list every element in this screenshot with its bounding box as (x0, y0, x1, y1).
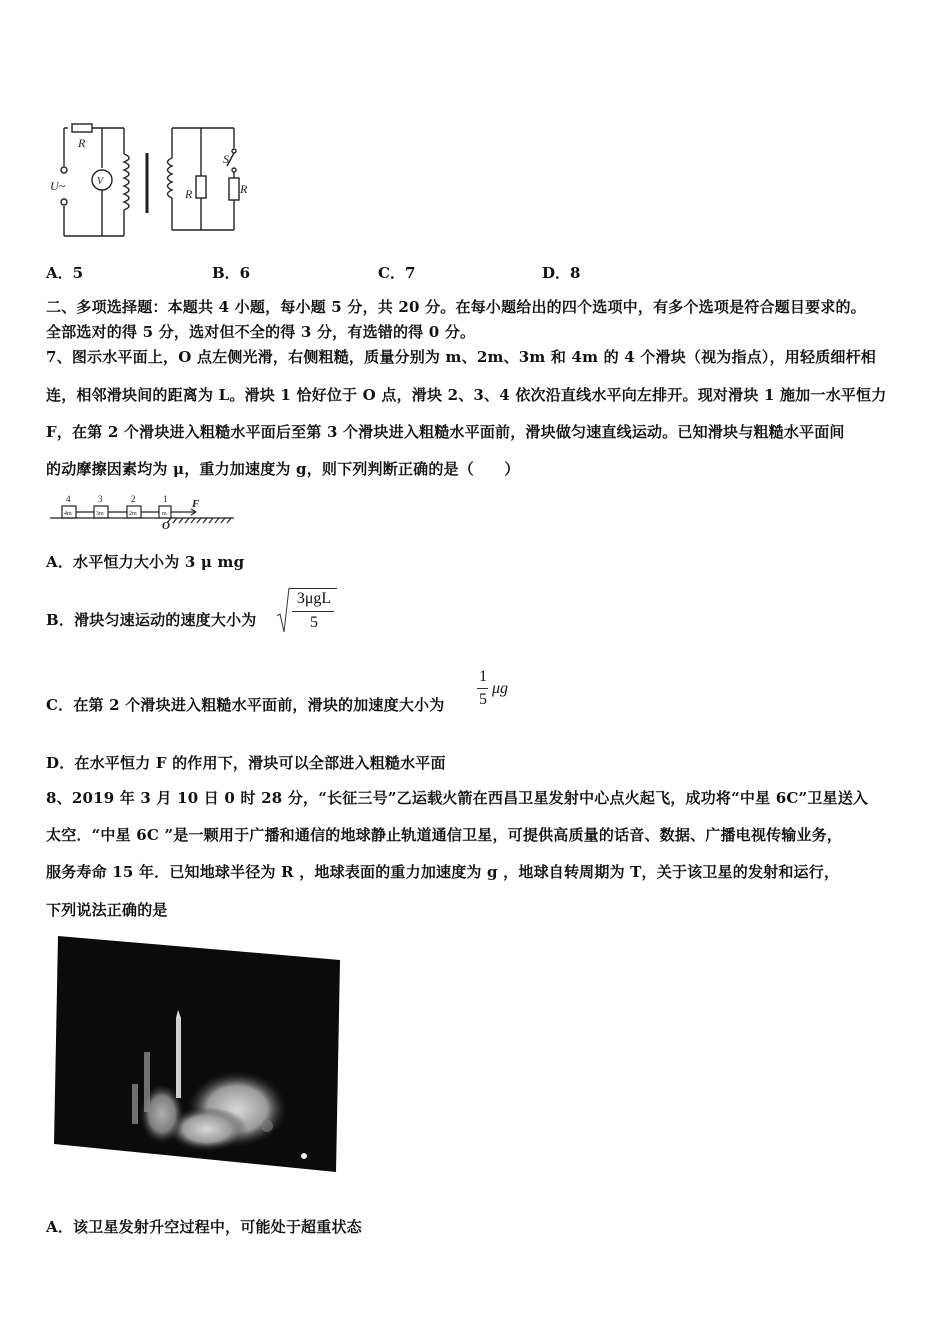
q7-stem-line4: 的动摩擦因素均为 μ，重力加速度为 g，则下列判断正确的是（ ） (46, 460, 520, 478)
resistor-right-label: R (240, 182, 248, 196)
q7-stem-line2: 连，相邻滑块间的距离为 L。滑块 1 恰好位于 O 点，滑块 2、3、4 依次沿直线水平向左排开。现对滑块 1 施加一水平恒力 (46, 386, 887, 404)
block1-mass: m (162, 511, 167, 517)
q7-option-d: D．在水平恒力 F 的作用下，滑块可以全部进入粗糙水平面 (46, 754, 446, 772)
q8-option-a: A．该卫星发射升空过程中，可能处于超重状态 (46, 1218, 362, 1236)
block4-mass: 4m (64, 511, 72, 517)
option-c-fraction-bar (477, 688, 488, 689)
origin-label: O (162, 520, 170, 530)
switch-label: S (223, 152, 229, 166)
resistor-top-label: R (78, 136, 86, 150)
resistor-middle-label: R (185, 187, 193, 201)
sqrt-overline (289, 588, 337, 589)
option-c-numerator: 1 (479, 668, 487, 685)
q6-option-a: A．5 (46, 264, 84, 282)
q6-option-c: C．7 (378, 264, 416, 282)
option-b-numerator: 3μgL (296, 590, 332, 607)
option-b-denominator: 5 (310, 614, 318, 631)
q8-stem-line4: 下列说法正确的是 (46, 901, 168, 919)
block4-number: 4 (66, 494, 71, 504)
option-c-denominator: 5 (479, 691, 487, 708)
block3-number: 3 (98, 494, 103, 504)
block3-mass: 3m (96, 511, 104, 517)
q8-stem-line2: 太空．“中星 6C ”是一颗用于广播和通信的地球静止轨道通信卫星，可提供高质量的话音、数据、广播电视传输业务， (46, 826, 843, 844)
q6-option-d: D．8 (542, 264, 581, 282)
sliders-figure (46, 492, 241, 530)
q8-stem-line1: 8、2019 年 3 月 10 日 0 时 28 分，“长征三号”乙运载火箭在西昌卫星发射中心点火起飞，成功将“中星 6C”卫星送入 (46, 789, 869, 807)
option-b-fraction-bar (292, 611, 334, 612)
block2-mass: 2m (129, 511, 137, 517)
q6-option-b: B．6 (212, 264, 251, 282)
q7-option-c-text: C．在第 2 个滑块进入粗糙水平面前，滑块的加速度大小为 (46, 696, 445, 714)
sqrt-sign (276, 586, 290, 636)
q7-stem-line1: 7、图示水平面上，O 点左侧光滑，右侧粗糙，质量分别为 m、2m、3m 和 4m 的 4 个滑块（视为指点），用轻质细杆相 (46, 348, 876, 366)
block2-number: 2 (131, 494, 136, 504)
q7-option-a: A．水平恒力大小为 3 μ mg (46, 553, 245, 571)
block1-number: 1 (163, 494, 168, 504)
q8-stem-line3: 服务寿命 15 年．已知地球半径为 R ，地球表面的重力加速度为 g ，地球自转周期为 T，关于该卫星的发射和运行， (46, 863, 840, 881)
section2-heading-line2: 全部选对的得 5 分，选对但不全的得 3 分，有选错的得 0 分。 (46, 323, 476, 341)
voltage-source-label: U~ (50, 179, 66, 193)
section2-heading-line1: 二、多项选择题：本题共 4 小题，每小题 5 分，共 20 分。在每小题给出的四个选项中，有多个选项是符合题目要求的。 (46, 298, 866, 316)
force-label: F (192, 498, 200, 510)
rocket-launch-photo (52, 934, 344, 1174)
voltmeter-label: V (97, 176, 104, 187)
option-c-tail: μg (492, 680, 509, 697)
q7-stem-line3: F，在第 2 个滑块进入粗糙水平面后至第 3 个滑块进入粗糙水平面前，滑块做匀速直线运动。已知滑块与粗糙水平面间 (46, 423, 845, 441)
transformer-circuit-figure (44, 118, 254, 243)
q7-option-b-text: B．滑块匀速运动的速度大小为 (46, 611, 257, 629)
